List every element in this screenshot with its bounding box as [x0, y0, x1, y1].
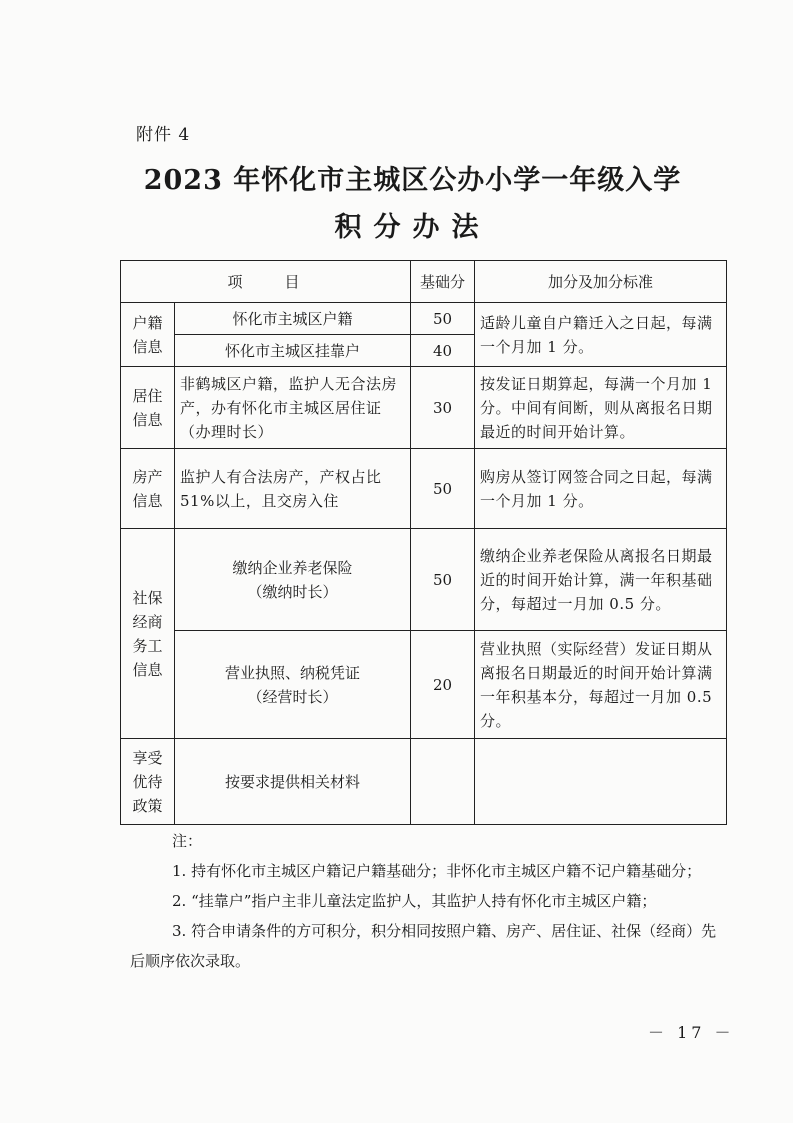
- base-huji-main: 50: [411, 303, 475, 335]
- notes-section: [130, 826, 730, 976]
- bonus-juzhu: 按发证日期算起，每满一个月加 1 分。中间有间断，则从离报名日期最近的时间开始计算。: [475, 367, 727, 449]
- bonus-shebao-pension: 缴纳企业养老保险从离报名日期最近的时间开始计算，满一年积基础分，每超过一月加 0.5 分。: [475, 529, 727, 631]
- table-row: [121, 631, 727, 739]
- bonus-shebao-business: 营业执照（实际经营）发证日期从离报名日期最近的时间开始计算满一年积基本分，每超过一月加 0.5 分。: [475, 631, 727, 739]
- category-fangchan: 房产 信息: [121, 449, 175, 529]
- score-table: [120, 260, 727, 825]
- table-row: [121, 739, 727, 825]
- item-huji-main: 怀化市主城区户籍: [175, 303, 411, 335]
- item-shebao-business: 营业执照、纳税凭证 （经营时长）: [175, 631, 411, 739]
- base-shebao-pension: 50: [411, 529, 475, 631]
- item-shebao-pension: 缴纳企业养老保险 （缴纳时长）: [175, 529, 411, 631]
- table-header-row: [121, 261, 727, 303]
- base-fangchan: 50: [411, 449, 475, 529]
- attachment-label: 附件 4: [136, 125, 191, 145]
- base-huji-attached: 40: [411, 335, 475, 367]
- note-item: 1. 持有怀化市主城区户籍记户籍基础分；非怀化市主城区户籍不记户籍基础分；: [172, 862, 702, 880]
- category-youdai: 享受 优待 政策: [121, 739, 175, 825]
- header-base-score: 基础分: [411, 261, 475, 303]
- header-bonus-standard: 加分及加分标准: [475, 261, 727, 303]
- bonus-huji: 适龄儿童自户籍迁入之日起，每满一个月加 1 分。: [475, 303, 727, 367]
- item-huji-attached: 怀化市主城区挂靠户: [175, 335, 411, 367]
- page-number: － 17 －: [648, 1023, 735, 1042]
- base-youdai: [411, 739, 475, 825]
- base-shebao-business: 20: [411, 631, 475, 739]
- notes-heading: 注：: [172, 832, 203, 850]
- table-row: [121, 367, 727, 449]
- item-youdai: 按要求提供相关材料: [175, 739, 411, 825]
- header-item: 项 目: [121, 261, 411, 303]
- category-juzhu: 居住 信息: [121, 367, 175, 449]
- table-row: [121, 529, 727, 631]
- bonus-youdai: [475, 739, 727, 825]
- document-title: 2023 年怀化市主城区公办小学一年级入学: [143, 165, 682, 196]
- category-huji: 户籍 信息: [121, 303, 175, 367]
- note-item: 2. “挂靠户”指户主非儿童法定监护人，其监护人持有怀化市主城区户籍；: [172, 892, 657, 910]
- category-shebao: 社保 经商 务工 信息: [121, 529, 175, 739]
- item-juzhu: 非鹤城区户籍，监护人无合法房产，办有怀化市主城区居住证（办理时长）: [175, 367, 411, 449]
- bonus-fangchan: 购房从签订网签合同之日起，每满一个月加 1 分。: [475, 449, 727, 529]
- item-fangchan: 监护人有合法房产，产权占比 51%以上，且交房入住: [175, 449, 411, 529]
- base-juzhu: 30: [411, 367, 475, 449]
- note-item: 3. 符合申请条件的方可积分，积分相同按照户籍、房产、居住证、社保（经商）先后顺序依次录取。: [130, 922, 717, 970]
- table-row: [121, 303, 727, 335]
- document-subtitle: 积分办法: [334, 212, 491, 243]
- table-row: [121, 449, 727, 529]
